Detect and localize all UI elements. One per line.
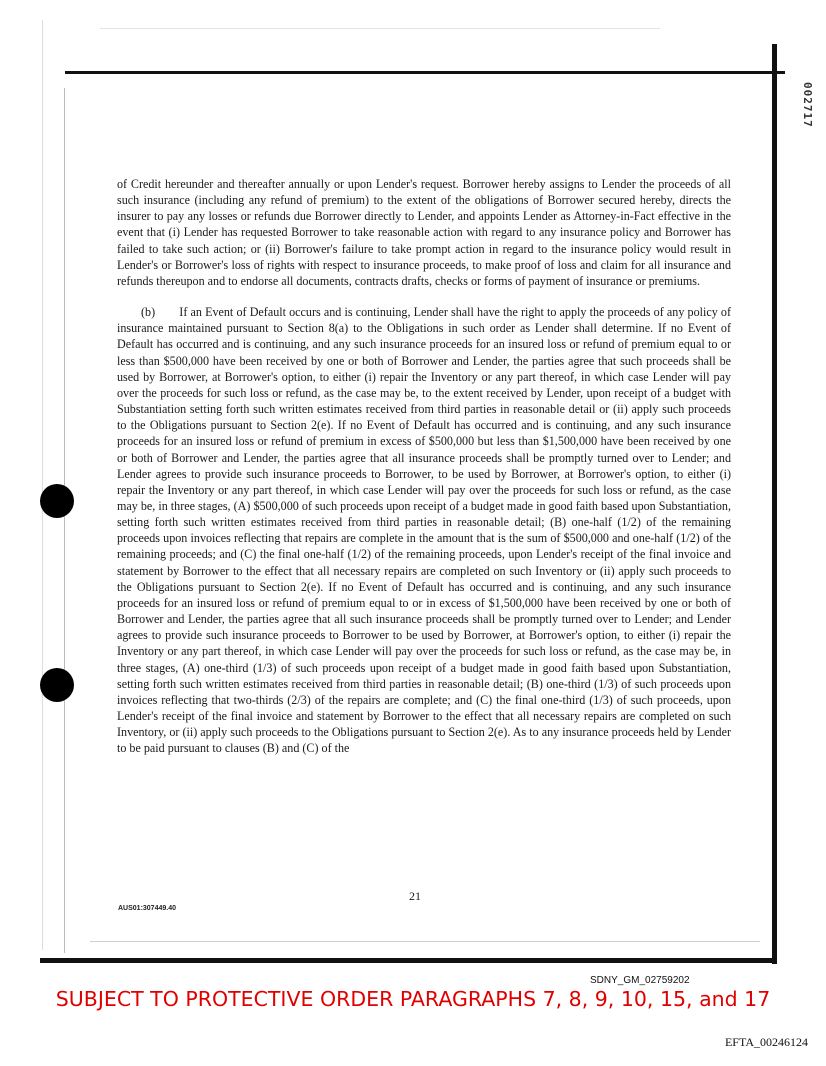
scan-frame-bottom [40,958,776,963]
scan-frame-right [772,44,777,964]
bates-number: SDNY_GM_02759202 [590,975,690,986]
scan-frame-left [64,88,65,953]
paragraph-continuation: of Credit hereunder and thereafter annually or upon Lender's request. Borrower hereby assigns to Lender the proceeds of all such insurance (including any refund of premium) to the extent of the obligations of Borrower secured hereby, directs the insurer to pay any losses or refunds due Borrower directly to Lender, and appoints Lender as Attorney-in-Fact effective in the event that (i) Lender has requested Borrower to take reasonable action with regard to any insurance policy and Borrower has failed to take such action; or (ii) Borrower's failure to take prompt action in regard to the insurance policy would result in Lender's or Borrower's loss of rights with respect to insurance proceeds, to make proof of loss and claim for all insurance and refunds thereupon and to endorse all documents, contracts drafts, checks or forms of payment of insurance or premiums. [117,177,731,288]
efta-number: EFTA_00246124 [724,1035,808,1049]
side-stamp: 002717 [801,82,814,128]
punch-hole-top [40,484,74,518]
footer-rule [90,941,760,942]
paragraph-b: (b) If an Event of Default occurs and is continuing, Lender shall have the right to apply the proceeds of any policy of insurance maintained pursuant to Section 8(a) to the Obligations in such order as Lender shall determine. If no Event of Default has occurred and is continuing, and any such insurance proceeds for an insured loss or refund of premium equal to or less than $500,000 have been received by one or both of Borrower and Lender, the parties agree that such proceeds shall be used by Borrower, at Borrower's option, to either (i) repair the Inventory or any part thereof, in which case Lender will pay over the proceeds for such loss or refund, as the case may be, to the extent received by Lender, upon receipt of a budget with Substantiation setting forth such written estimates received from third parties in reasonable detail or (ii) apply such proceeds to the Obligations pursuant to Section 2(e). If no Event of Default has occurred and is continuing, and any such insurance proceeds for an insured loss or refund of premium in excess of $500,000 but less than $1,500,000 have been received by one or both of Borrower and Lender, the parties agree that all insurance proceeds shall be promptly turned over to Lender; and Lender agrees to provide such insurance proceeds to Borrower, to be used by Borrower, at Borrower's option, to either (i) repair the Inventory or any part thereof, in which case Lender will pay over the proceeds for such loss or refund, as the case may be, in three stages, (A) $500,000 of such proceeds upon receipt of a budget made in good faith based upon Substantiation, setting forth such written estimates received from third parties in reasonable detail; (B) one-half (1/2) of the remaining proceeds upon invoices reflecting that repairs are complete in the amount that is the sum of $500,000 and one-half (1/2) of the remaining proceeds; and (C) the final one-half (1/2) of the remaining proceeds, upon Lender's receipt of the final invoice and statement by Borrower to the effect that all necessary repairs are completed on such Inventory or (ii) apply such proceeds to the Obligations pursuant to Section 2(e). If no Event of Default has occurred and is continuing, and any such insurance proceeds for an insured loss or refund of premium equal to or in excess of $1,500,000 have been received by one or both of Borrower and Lender, the parties agree that all such insurance proceeds shall be promptly turned over to Lender; and Lender agrees to provide such insurance proceeds to Borrower to be used by Borrower, at Borrower's option, to either (i) repair the Inventory or any part thereof, in which case Lender will pay over the proceeds for such loss or refund, as the case may be, in three stages, (A) one-third (1/3) of such proceeds upon receipt of a budget made in good faith based upon Substantiation, setting forth such written estimates received from third parties in reasonable detail; (B) one-third (1/3) of such proceeds upon invoices reflecting that two-thirds (2/3) of the repairs are complete; and (C) the final one-third (1/3) of such proceeds, upon Lender's receipt of the final invoice and statement by Borrower to the effect that all necessary repairs are completed on such Inventory, or (ii) apply such proceeds to the Obligations pursuant to Section 2(e). As to any insurance proceeds held by Lender to be paid pursuant to clauses (B) and (C) of the [117,305,731,756]
document-reference: AUS01:307449.40 [118,905,176,912]
scan-top-edge [100,28,660,29]
punch-hole-bottom [40,668,74,702]
scan-left-edge [42,20,43,950]
protective-order-notice: SUBJECT TO PROTECTIVE ORDER PARAGRAPHS 7, 8, 9, 10, 15, and 17 [55,987,771,1011]
document-body [117,176,731,756]
scan-frame-top [65,71,785,74]
page-number: 21 [409,889,421,903]
